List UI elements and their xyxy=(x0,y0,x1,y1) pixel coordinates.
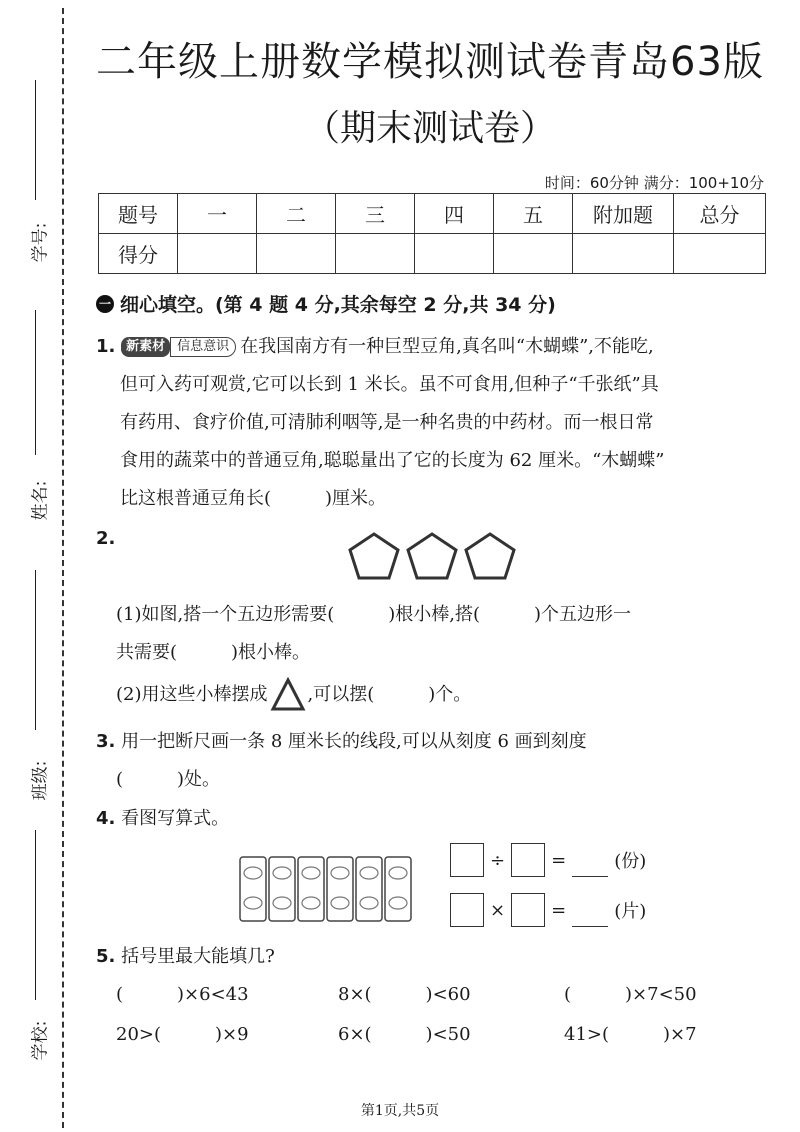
section-heading xyxy=(96,290,556,317)
answer-line[interactable] xyxy=(572,894,608,927)
answer-box[interactable] xyxy=(511,893,545,927)
class-line xyxy=(35,570,36,730)
q5-number: 5. xyxy=(96,946,116,967)
score-header-cell: 二 xyxy=(257,194,336,234)
q5-item[interactable]: ( )×7<50 xyxy=(564,984,697,1005)
q3-answer-line[interactable]: ( )处。 xyxy=(116,769,221,790)
unit-label: (份) xyxy=(614,851,647,872)
topic-tag: 信息意识 xyxy=(170,337,236,357)
q1-line-1 xyxy=(96,328,786,366)
score-cell[interactable] xyxy=(494,234,573,274)
score-cell[interactable] xyxy=(674,234,766,274)
q2-number: 2. xyxy=(96,528,116,549)
score-cell[interactable] xyxy=(336,234,415,274)
leaf-cards-figure xyxy=(238,855,413,923)
q5-item[interactable]: 8×( )<60 xyxy=(338,984,471,1005)
new-material-tag: 新素材 xyxy=(121,337,170,357)
equals-sign: = xyxy=(551,899,567,921)
answer-box[interactable] xyxy=(450,893,484,927)
q3-text: 用一把断尺画一条 8 厘米长的线段,可以从刻度 6 画到刻度 xyxy=(121,731,587,752)
q5-item[interactable]: ( )×6<43 xyxy=(116,984,249,1005)
q1-answer-line[interactable]: 比这根普通豆角长( )厘米。 xyxy=(120,488,387,509)
q1-text-1: 在我国南方有一种巨型豆角,真名叫“木蝴蝶”,不能吃, xyxy=(240,336,654,357)
score-cell[interactable] xyxy=(257,234,336,274)
q2-part-2 xyxy=(116,676,471,714)
question-4 xyxy=(96,800,229,838)
unit-label: (片) xyxy=(614,901,647,922)
question-1 xyxy=(96,328,786,518)
name-label: 姓名: xyxy=(30,480,51,521)
q4-text: 看图写算式。 xyxy=(121,808,230,829)
triangle-sticks-icon xyxy=(270,677,306,713)
name-line xyxy=(35,310,36,455)
school-field xyxy=(14,830,54,1060)
binding-dashed-line xyxy=(62,8,64,1128)
score-table-score-row xyxy=(99,234,766,274)
question-3 xyxy=(96,723,786,799)
q2-part-1-line-1[interactable]: (1)如图,搭一个五边形需要( )根小棒,搭( )个五边形一 xyxy=(116,604,632,625)
pentagon-sticks-1 xyxy=(350,534,398,578)
score-header-cell: 一 xyxy=(178,194,257,234)
score-cell[interactable] xyxy=(415,234,494,274)
answer-box[interactable] xyxy=(450,843,484,877)
q4-number: 4. xyxy=(96,808,116,829)
score-header-cell: 四 xyxy=(415,194,494,234)
page-footer: 第1页,共5页 xyxy=(360,1103,440,1119)
school-line xyxy=(35,830,36,1000)
q5-item[interactable]: 6×( )<50 xyxy=(338,1024,471,1045)
equals-sign: = xyxy=(551,849,567,871)
q1-line-3: 有药用、食疗价值,可清肺利咽等,是一种名贵的中药材。而一根日常 xyxy=(120,412,654,433)
q2-part-2-text-after[interactable]: ,可以摆( )个。 xyxy=(307,684,472,705)
score-header-cell: 附加题 xyxy=(573,194,674,234)
answer-box[interactable] xyxy=(511,843,545,877)
q4-multiplication-row xyxy=(450,893,646,927)
q2-part-2-text-before: (2)用这些小棒摆成 xyxy=(116,684,268,705)
score-row-label: 得分 xyxy=(99,234,178,274)
student-id-line xyxy=(35,80,36,200)
section-number-badge: 一 xyxy=(96,295,114,313)
pentagons-figure xyxy=(346,530,526,586)
q2-part-1-line-2[interactable]: 共需要( )根小棒。 xyxy=(116,642,311,663)
q5-row-1 xyxy=(116,980,697,1006)
name-field xyxy=(14,310,54,530)
q5-item[interactable]: 20>( )×9 xyxy=(116,1024,249,1045)
question-5 xyxy=(96,938,275,976)
student-id-field xyxy=(14,80,54,280)
score-cell[interactable] xyxy=(573,234,674,274)
answer-line[interactable] xyxy=(572,844,608,877)
score-table-header-row xyxy=(99,194,766,234)
pentagon-sticks-2 xyxy=(408,534,456,578)
score-cell[interactable] xyxy=(178,234,257,274)
question-2-number xyxy=(96,520,115,558)
q1-line-2: 但可入药可观赏,它可以长到 1 米长。虽不可食用,但种子“千张纸”具 xyxy=(120,374,659,395)
page-title: 二年级上册数学模拟测试卷青岛63版 xyxy=(96,39,764,85)
q3-number: 3. xyxy=(96,731,116,752)
multiply-sign: × xyxy=(490,899,506,921)
section-text: 细心填空。(第 4 题 4 分,其余每空 2 分,共 34 分) xyxy=(120,294,556,316)
score-header-cell: 题号 xyxy=(99,194,178,234)
q5-text: 括号里最大能填几? xyxy=(121,946,275,967)
q5-row-2 xyxy=(116,1020,697,1046)
student-id-label: 学号: xyxy=(30,222,51,263)
q2-part-1 xyxy=(116,596,786,672)
school-label: 学校: xyxy=(30,1020,51,1061)
q1-number: 1. xyxy=(96,336,116,357)
score-table xyxy=(98,193,766,274)
score-header-cell: 总分 xyxy=(674,194,766,234)
division-sign: ÷ xyxy=(490,849,506,871)
q1-line-4: 食用的蔬菜中的普通豆角,聪聪量出了它的长度为 62 厘米。“木蝴蝶” xyxy=(120,450,665,471)
pentagon-sticks-3 xyxy=(466,534,514,578)
score-header-cell: 三 xyxy=(336,194,415,234)
q5-item[interactable]: 41>( )×7 xyxy=(564,1024,697,1045)
q4-division-row xyxy=(450,843,646,877)
score-header-cell: 五 xyxy=(494,194,573,234)
page-subtitle: （期末测试卷） xyxy=(303,108,556,149)
class-field xyxy=(14,570,54,800)
class-label: 班级: xyxy=(30,760,51,801)
exam-meta: 时间：60分钟 满分：100+10分 xyxy=(544,174,764,192)
